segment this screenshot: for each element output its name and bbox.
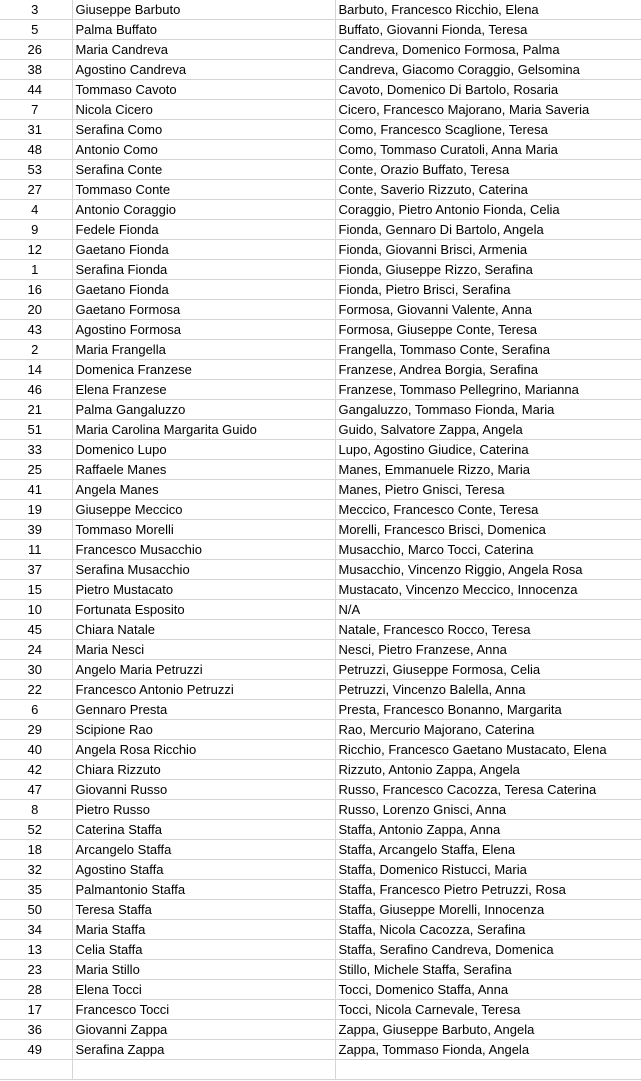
cell-parents[interactable]: Stillo, Michele Staffa, Serafina	[335, 960, 641, 980]
cell-person-name[interactable]: Palma Gangaluzzo	[72, 400, 335, 420]
cell-parents[interactable]: Musacchio, Marco Tocci, Caterina	[335, 540, 641, 560]
table-row	[0, 400, 641, 420]
cell-person-name[interactable]: Domenico Lupo	[72, 440, 335, 460]
table-row	[0, 180, 641, 200]
cell-person-name[interactable]: Agostino Candreva	[72, 60, 335, 80]
cell-parents[interactable]: Presta, Francesco Bonanno, Margarita	[335, 700, 641, 720]
table-row	[0, 860, 641, 880]
cell-parents[interactable]: Staffa, Nicola Cacozza, Serafina	[335, 920, 641, 940]
table-row	[0, 160, 641, 180]
cell-person-name[interactable]: Maria Frangella	[72, 340, 335, 360]
cell-person-name[interactable]: Serafina Como	[72, 120, 335, 140]
cell-number[interactable]: 36	[0, 1020, 72, 1040]
cell-person-name[interactable]: Maria Candreva	[72, 40, 335, 60]
cell-parents[interactable]: Morelli, Francesco Brisci, Domenica	[335, 520, 641, 540]
cell-person-name[interactable]: Giuseppe Meccico	[72, 500, 335, 520]
cell-parents[interactable]: Lupo, Agostino Giudice, Caterina	[335, 440, 641, 460]
table-row	[0, 620, 641, 640]
table-row	[0, 0, 641, 20]
cell-person-name[interactable]: Domenica Franzese	[72, 360, 335, 380]
cell-parents[interactable]: Musacchio, Vincenzo Riggio, Angela Rosa	[335, 560, 641, 580]
cell-person-name[interactable]: Giovanni Zappa	[72, 1020, 335, 1040]
cell-person-name[interactable]: Teresa Staffa	[72, 900, 335, 920]
table-row	[0, 720, 641, 740]
table-row	[0, 520, 641, 540]
cell-number[interactable]: 17	[0, 1000, 72, 1020]
table-row	[0, 1020, 641, 1040]
empty-cell[interactable]	[72, 1060, 335, 1080]
cell-number[interactable]: 22	[0, 680, 72, 700]
cell-parents[interactable]: Fionda, Pietro Brisci, Serafina	[335, 280, 641, 300]
table-row	[0, 740, 641, 760]
cell-number[interactable]: 39	[0, 520, 72, 540]
table-row	[0, 780, 641, 800]
cell-person-name[interactable]: Elena Franzese	[72, 380, 335, 400]
cell-parents[interactable]: Manes, Pietro Gnisci, Teresa	[335, 480, 641, 500]
empty-row	[0, 1060, 641, 1080]
cell-number[interactable]: 18	[0, 840, 72, 860]
cell-parents[interactable]: Fionda, Gennaro Di Bartolo, Angela	[335, 220, 641, 240]
cell-parents[interactable]: N/A	[335, 600, 641, 620]
cell-person-name[interactable]: Maria Carolina Margarita Guido	[72, 420, 335, 440]
cell-parents[interactable]: Tocci, Domenico Staffa, Anna	[335, 980, 641, 1000]
cell-parents[interactable]: Staffa, Domenico Ristucci, Maria	[335, 860, 641, 880]
cell-parents[interactable]: Gangaluzzo, Tommaso Fionda, Maria	[335, 400, 641, 420]
cell-person-name[interactable]: Giovanni Russo	[72, 780, 335, 800]
table-row	[0, 40, 641, 60]
cell-person-name[interactable]: Angela Manes	[72, 480, 335, 500]
cell-person-name[interactable]: Maria Nesci	[72, 640, 335, 660]
cell-parents[interactable]: Petruzzi, Vincenzo Balella, Anna	[335, 680, 641, 700]
cell-number[interactable]: 25	[0, 460, 72, 480]
table-row	[0, 300, 641, 320]
table-row	[0, 980, 641, 1000]
cell-number[interactable]: 21	[0, 400, 72, 420]
cell-parents[interactable]: Barbuto, Francesco Ricchio, Elena	[335, 0, 641, 20]
cell-parents[interactable]: Buffato, Giovanni Fionda, Teresa	[335, 20, 641, 40]
cell-number[interactable]: 14	[0, 360, 72, 380]
cell-parents[interactable]: Russo, Francesco Cacozza, Teresa Caterina	[335, 780, 641, 800]
cell-person-name[interactable]: Francesco Tocci	[72, 1000, 335, 1020]
cell-parents[interactable]: Franzese, Tommaso Pellegrino, Marianna	[335, 380, 641, 400]
cell-person-name[interactable]: Angela Rosa Ricchio	[72, 740, 335, 760]
cell-person-name[interactable]: Pietro Russo	[72, 800, 335, 820]
cell-parents[interactable]: Manes, Emmanuele Rizzo, Maria	[335, 460, 641, 480]
cell-person-name[interactable]: Gaetano Fionda	[72, 240, 335, 260]
cell-person-name[interactable]: Fedele Fionda	[72, 220, 335, 240]
cell-person-name[interactable]: Raffaele Manes	[72, 460, 335, 480]
cell-parents[interactable]: Rizzuto, Antonio Zappa, Angela	[335, 760, 641, 780]
cell-parents[interactable]: Como, Francesco Scaglione, Teresa	[335, 120, 641, 140]
table-row	[0, 560, 641, 580]
cell-parents[interactable]: Mustacato, Vincenzo Meccico, Innocenza	[335, 580, 641, 600]
table-row	[0, 920, 641, 940]
table-row	[0, 580, 641, 600]
cell-parents[interactable]: Staffa, Antonio Zappa, Anna	[335, 820, 641, 840]
cell-person-name[interactable]: Agostino Formosa	[72, 320, 335, 340]
cell-number[interactable]: 35	[0, 880, 72, 900]
cell-parents[interactable]: Staffa, Arcangelo Staffa, Elena	[335, 840, 641, 860]
cell-parents[interactable]: Russo, Lorenzo Gnisci, Anna	[335, 800, 641, 820]
table-row	[0, 680, 641, 700]
table-row	[0, 1000, 641, 1020]
table-row	[0, 220, 641, 240]
cell-person-name[interactable]: Fortunata Esposito	[72, 600, 335, 620]
table-row	[0, 380, 641, 400]
cell-parents[interactable]: Tocci, Nicola Carnevale, Teresa	[335, 1000, 641, 1020]
cell-person-name[interactable]: Antonio Coraggio	[72, 200, 335, 220]
cell-number[interactable]: 9	[0, 220, 72, 240]
table-row	[0, 240, 641, 260]
table-row	[0, 900, 641, 920]
table-row	[0, 280, 641, 300]
table-row	[0, 80, 641, 100]
cell-number[interactable]: 20	[0, 300, 72, 320]
table-row	[0, 500, 641, 520]
cell-person-name[interactable]: Gaetano Fionda	[72, 280, 335, 300]
cell-parents[interactable]: Coraggio, Pietro Antonio Fionda, Celia	[335, 200, 641, 220]
cell-person-name[interactable]: Scipione Rao	[72, 720, 335, 740]
cell-number[interactable]: 34	[0, 920, 72, 940]
cell-person-name[interactable]: Angelo Maria Petruzzi	[72, 660, 335, 680]
cell-parents[interactable]: Rao, Mercurio Majorano, Caterina	[335, 720, 641, 740]
table-row	[0, 480, 641, 500]
cell-number[interactable]: 46	[0, 380, 72, 400]
cell-person-name[interactable]: Chiara Rizzuto	[72, 760, 335, 780]
empty-cell[interactable]	[0, 1060, 72, 1080]
cell-parents[interactable]: Zappa, Giuseppe Barbuto, Angela	[335, 1020, 641, 1040]
cell-number[interactable]: 52	[0, 820, 72, 840]
cell-parents[interactable]: Candreva, Domenico Formosa, Palma	[335, 40, 641, 60]
table-row	[0, 100, 641, 120]
cell-number[interactable]: 38	[0, 60, 72, 80]
table-row	[0, 360, 641, 380]
table-row	[0, 320, 641, 340]
table-row	[0, 940, 641, 960]
cell-number[interactable]: 40	[0, 740, 72, 760]
cell-number[interactable]: 43	[0, 320, 72, 340]
cell-parents[interactable]: Conte, Saverio Rizzuto, Caterina	[335, 180, 641, 200]
table-row	[0, 140, 641, 160]
cell-person-name[interactable]: Serafina Conte	[72, 160, 335, 180]
cell-person-name[interactable]: Palmantonio Staffa	[72, 880, 335, 900]
cell-person-name[interactable]: Serafina Musacchio	[72, 560, 335, 580]
cell-parents[interactable]: Nesci, Pietro Franzese, Anna	[335, 640, 641, 660]
cell-parents[interactable]: Frangella, Tommaso Conte, Serafina	[335, 340, 641, 360]
cell-person-name[interactable]: Chiara Natale	[72, 620, 335, 640]
table-row	[0, 340, 641, 360]
cell-parents[interactable]: Franzese, Andrea Borgia, Serafina	[335, 360, 641, 380]
cell-parents[interactable]: Fionda, Giovanni Brisci, Armenia	[335, 240, 641, 260]
cell-person-name[interactable]: Agostino Staffa	[72, 860, 335, 880]
cell-person-name[interactable]: Tommaso Morelli	[72, 520, 335, 540]
cell-person-name[interactable]: Maria Staffa	[72, 920, 335, 940]
table-row	[0, 640, 641, 660]
cell-number[interactable]: 8	[0, 800, 72, 820]
table-row	[0, 260, 641, 280]
table-row	[0, 600, 641, 620]
cell-parents[interactable]: Meccico, Francesco Conte, Teresa	[335, 500, 641, 520]
cell-parents[interactable]: Petruzzi, Giuseppe Formosa, Celia	[335, 660, 641, 680]
cell-number[interactable]: 44	[0, 80, 72, 100]
cell-person-name[interactable]: Serafina Zappa	[72, 1040, 335, 1060]
table-row	[0, 440, 641, 460]
cell-parents[interactable]: Fionda, Giuseppe Rizzo, Serafina	[335, 260, 641, 280]
table-row	[0, 840, 641, 860]
cell-person-name[interactable]: Caterina Staffa	[72, 820, 335, 840]
cell-number[interactable]: 24	[0, 640, 72, 660]
table-row	[0, 420, 641, 440]
cell-parents[interactable]: Cavoto, Domenico Di Bartolo, Rosaria	[335, 80, 641, 100]
table-row	[0, 460, 641, 480]
cell-number[interactable]: 5	[0, 20, 72, 40]
table-row	[0, 540, 641, 560]
cell-number[interactable]: 32	[0, 860, 72, 880]
cell-number[interactable]: 15	[0, 580, 72, 600]
cell-person-name[interactable]: Francesco Antonio Petruzzi	[72, 680, 335, 700]
cell-number[interactable]: 7	[0, 100, 72, 120]
cell-number[interactable]: 3	[0, 0, 72, 20]
cell-number[interactable]: 13	[0, 940, 72, 960]
cell-number[interactable]: 28	[0, 980, 72, 1000]
cell-person-name[interactable]: Tommaso Conte	[72, 180, 335, 200]
cell-number[interactable]: 26	[0, 40, 72, 60]
cell-number[interactable]: 10	[0, 600, 72, 620]
cell-number[interactable]: 42	[0, 760, 72, 780]
cell-number[interactable]: 53	[0, 160, 72, 180]
cell-number[interactable]: 1	[0, 260, 72, 280]
cell-person-name[interactable]: Gennaro Presta	[72, 700, 335, 720]
cell-number[interactable]: 45	[0, 620, 72, 640]
cell-number[interactable]: 51	[0, 420, 72, 440]
cell-number[interactable]: 6	[0, 700, 72, 720]
cell-parents[interactable]: Zappa, Tommaso Fionda, Angela	[335, 1040, 641, 1060]
cell-person-name[interactable]: Nicola Cicero	[72, 100, 335, 120]
cell-number[interactable]: 50	[0, 900, 72, 920]
cell-person-name[interactable]: Francesco Musacchio	[72, 540, 335, 560]
table-row	[0, 60, 641, 80]
cell-person-name[interactable]: Arcangelo Staffa	[72, 840, 335, 860]
cell-number[interactable]: 2	[0, 340, 72, 360]
cell-person-name[interactable]: Maria Stillo	[72, 960, 335, 980]
cell-number[interactable]: 37	[0, 560, 72, 580]
cell-person-name[interactable]: Elena Tocci	[72, 980, 335, 1000]
cell-parents[interactable]: Formosa, Giuseppe Conte, Teresa	[335, 320, 641, 340]
cell-parents[interactable]: Cicero, Francesco Majorano, Maria Saveria	[335, 100, 641, 120]
cell-number[interactable]: 4	[0, 200, 72, 220]
table-row	[0, 820, 641, 840]
cell-number[interactable]: 30	[0, 660, 72, 680]
cell-parents[interactable]: Staffa, Francesco Pietro Petruzzi, Rosa	[335, 880, 641, 900]
cell-number[interactable]: 48	[0, 140, 72, 160]
table-row	[0, 700, 641, 720]
table-row	[0, 200, 641, 220]
cell-parents[interactable]: Candreva, Giacomo Coraggio, Gelsomina	[335, 60, 641, 80]
table-row	[0, 800, 641, 820]
cell-parents[interactable]: Conte, Orazio Buffato, Teresa	[335, 160, 641, 180]
cell-number[interactable]: 33	[0, 440, 72, 460]
table-row	[0, 20, 641, 40]
cell-parents[interactable]: Natale, Francesco Rocco, Teresa	[335, 620, 641, 640]
cell-parents[interactable]: Como, Tommaso Curatoli, Anna Maria	[335, 140, 641, 160]
cell-parents[interactable]: Staffa, Serafino Candreva, Domenica	[335, 940, 641, 960]
table-row	[0, 120, 641, 140]
table-row	[0, 960, 641, 980]
cell-person-name[interactable]: Antonio Como	[72, 140, 335, 160]
cell-number[interactable]: 11	[0, 540, 72, 560]
cell-number[interactable]: 16	[0, 280, 72, 300]
cell-number[interactable]: 47	[0, 780, 72, 800]
cell-number[interactable]: 49	[0, 1040, 72, 1060]
cell-number[interactable]: 19	[0, 500, 72, 520]
cell-person-name[interactable]: Gaetano Formosa	[72, 300, 335, 320]
cell-number[interactable]: 29	[0, 720, 72, 740]
table-row	[0, 760, 641, 780]
cell-parents[interactable]: Ricchio, Francesco Gaetano Mustacato, Elena	[335, 740, 641, 760]
cell-parents[interactable]: Formosa, Giovanni Valente, Anna	[335, 300, 641, 320]
cell-person-name[interactable]: Celia Staffa	[72, 940, 335, 960]
empty-cell[interactable]	[335, 1060, 641, 1080]
cell-person-name[interactable]: Palma Buffato	[72, 20, 335, 40]
cell-number[interactable]: 41	[0, 480, 72, 500]
cell-parents[interactable]: Staffa, Giuseppe Morelli, Innocenza	[335, 900, 641, 920]
cell-number[interactable]: 31	[0, 120, 72, 140]
cell-person-name[interactable]: Serafina Fionda	[72, 260, 335, 280]
table-row	[0, 660, 641, 680]
cell-number[interactable]: 12	[0, 240, 72, 260]
cell-person-name[interactable]: Giuseppe Barbuto	[72, 0, 335, 20]
cell-number[interactable]: 23	[0, 960, 72, 980]
table-row	[0, 880, 641, 900]
cell-person-name[interactable]: Pietro Mustacato	[72, 580, 335, 600]
cell-parents[interactable]: Guido, Salvatore Zappa, Angela	[335, 420, 641, 440]
cell-number[interactable]: 27	[0, 180, 72, 200]
cell-person-name[interactable]: Tommaso Cavoto	[72, 80, 335, 100]
table-row	[0, 1040, 641, 1060]
